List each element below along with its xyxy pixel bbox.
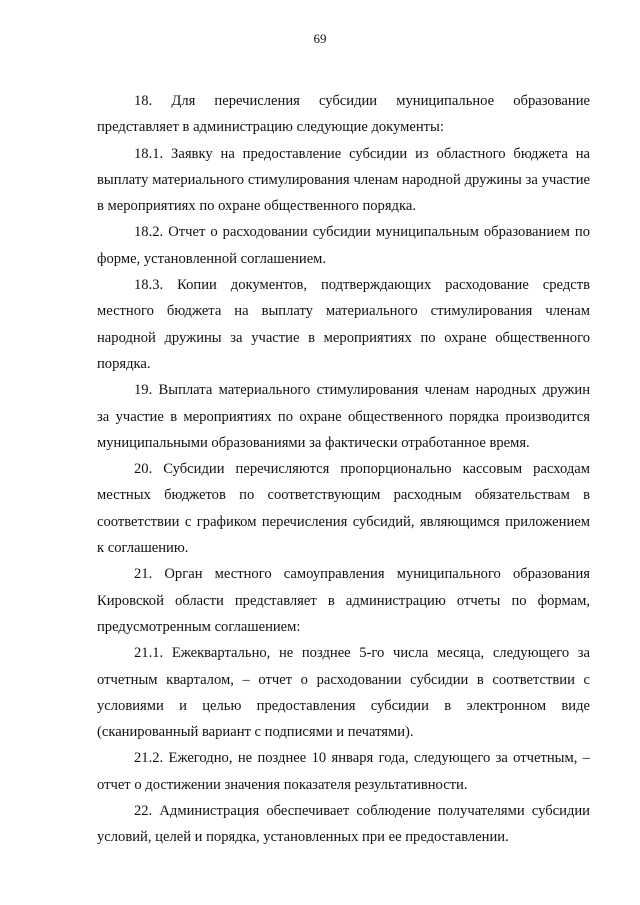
page-number: 69: [313, 31, 327, 46]
paragraph-21-1: 21.1. Ежеквартально, не позднее 5-го числа месяца, следующего за отчетным кварталом, – отчет о расходовании субсидии в соответствии с условиями и целью предоставления субсидии в электронном виде (сканированный вариант с подписями и печатями).: [97, 645, 590, 741]
paragraph-22: 22. Администрация обеспечивает соблюдение получателями субсидии условий, целей и порядка, установленных при ее предоставлении.: [97, 803, 590, 846]
paragraph-21-2: 21.2. Ежегодно, не позднее 10 января года, следующего за отчетным, – отчет о достижении значения показателя результативности.: [97, 750, 590, 793]
paragraph-18: 18. Для перечисления субсидии муниципальное образование представляет в администрацию следующие документы:: [97, 93, 590, 136]
paragraph-19: 19. Выплата материального стимулирования членам народных дружин за участие в мероприятиях по охране общественного порядка производится муниципальными образованиями за фактически отработанное время.: [97, 382, 590, 451]
paragraph-18-2: 18.2. Отчет о расходовании субсидии муниципальным образованием по форме, установленной соглашением.: [97, 224, 590, 267]
paragraph-20: 20. Субсидии перечисляются пропорционально кассовым расходам местных бюджетов по соответствующим расходным обязательствам в соответствии с графиком перечисления субсидий, являющимся приложением к соглашению.: [97, 461, 590, 557]
paragraph-18-3: 18.3. Копии документов, подтверждающих расходование средств местного бюджета на выплату материального стимулирования членам народной дружины за участие в мероприятиях по охране общественного порядка.: [97, 277, 590, 372]
paragraph-21: 21. Орган местного самоуправления муниципального образования Кировской области представляет в администрацию отчеты по формам, предусмотренным соглашением:: [97, 566, 590, 635]
document-body: [97, 88, 590, 851]
paragraph-18-1: 18.1. Заявку на предоставление субсидии из областного бюджета на выплату материального стимулирования членам народной дружины за участие в мероприятиях по охране общественного порядка.: [97, 145, 590, 215]
